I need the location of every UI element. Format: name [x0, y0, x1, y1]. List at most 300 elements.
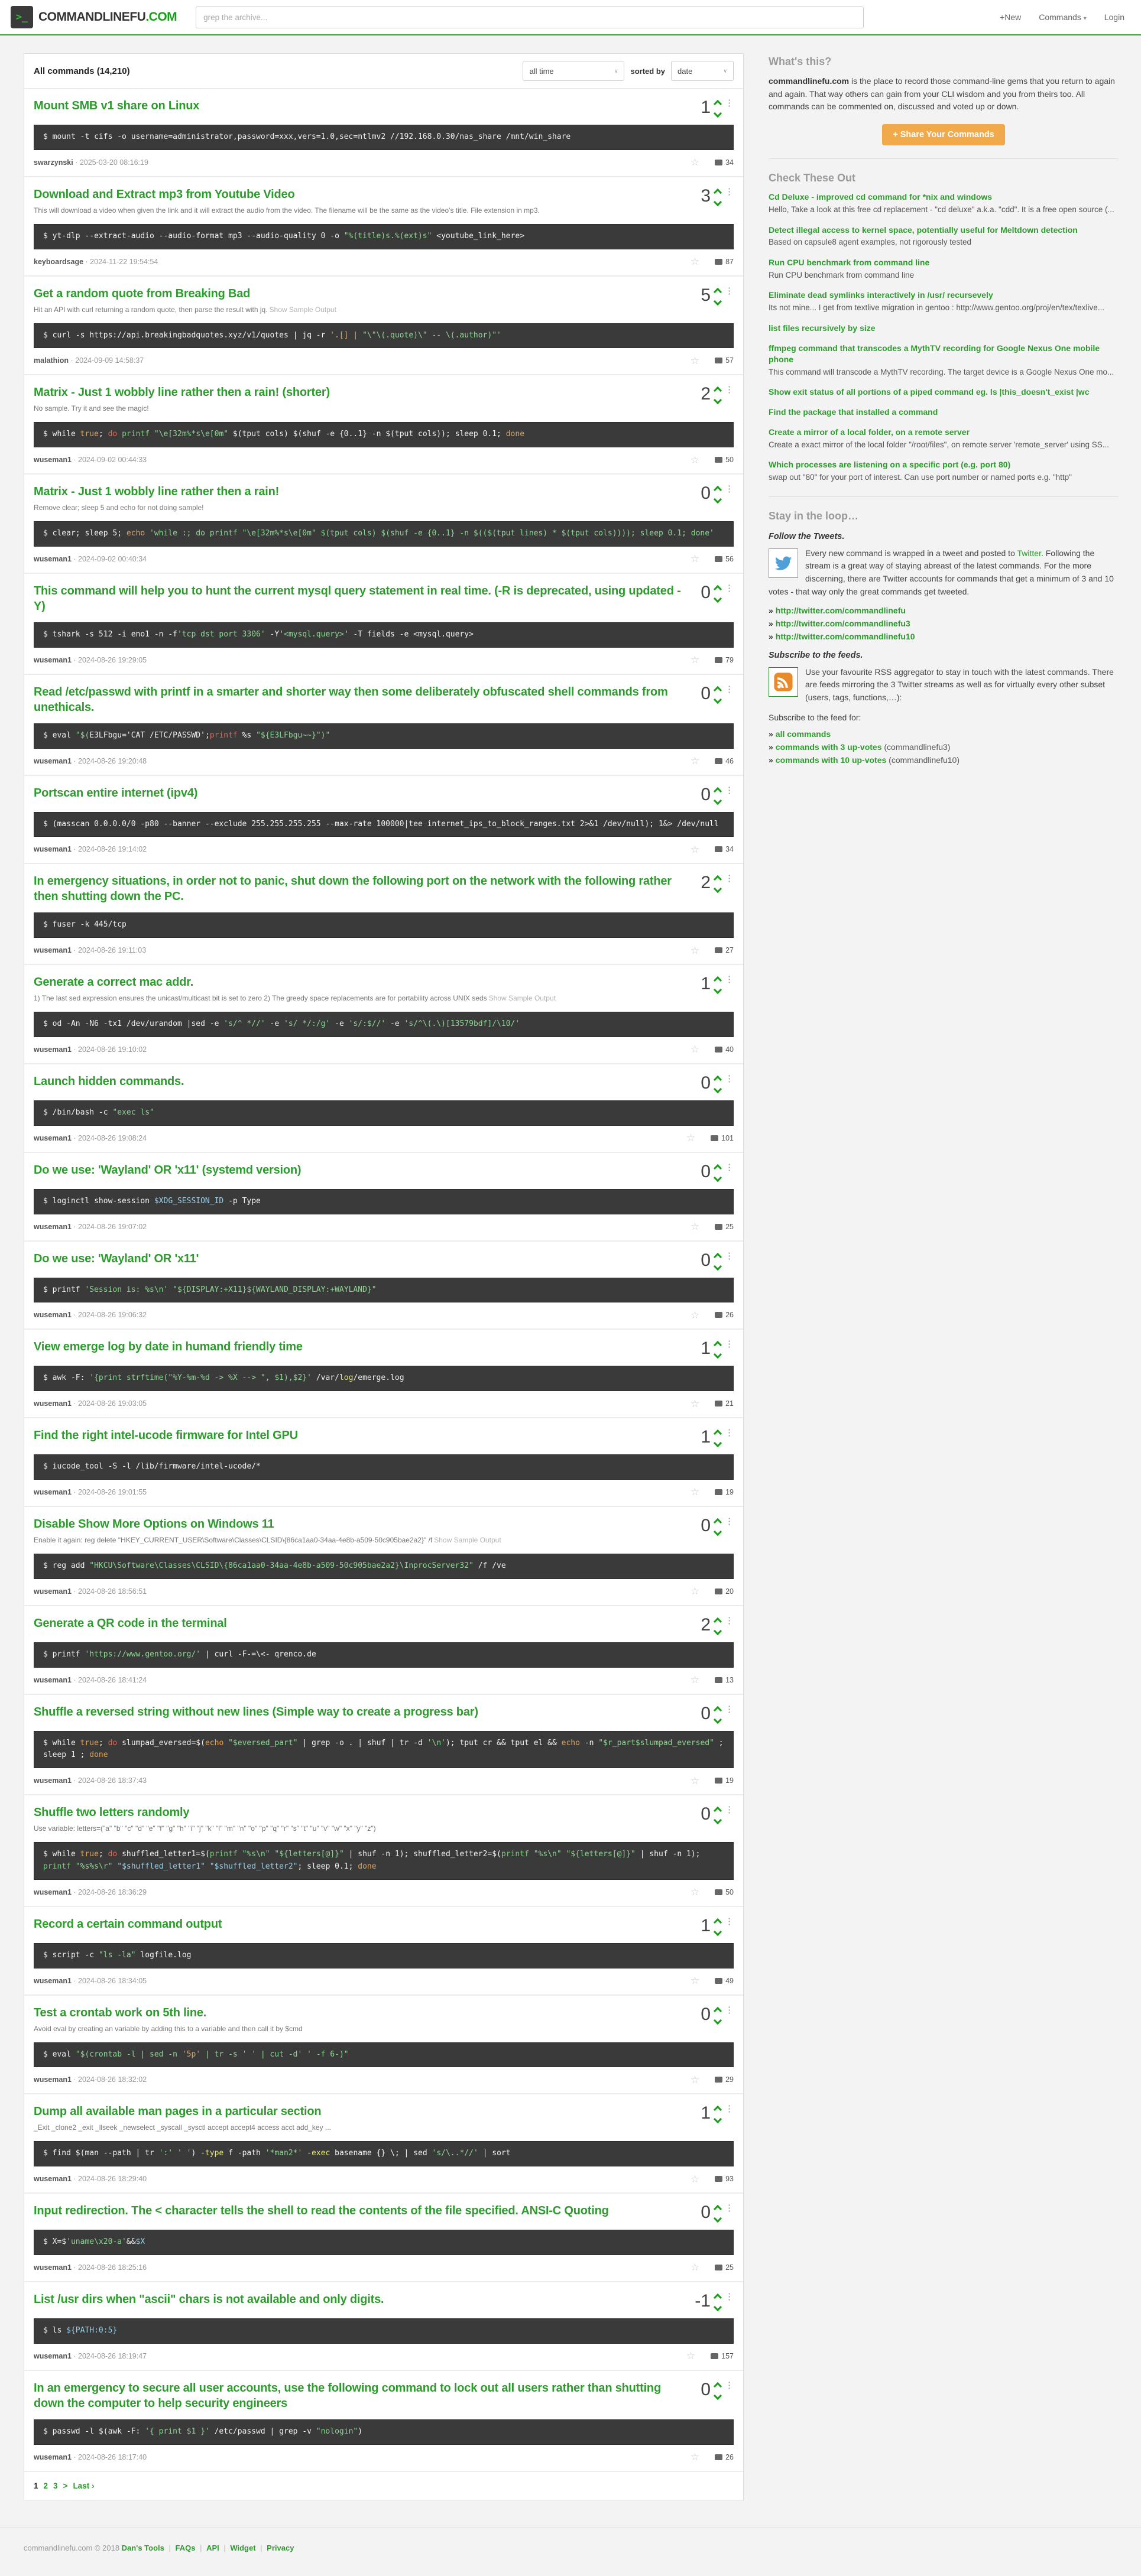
rss-feed-link[interactable]: commands with 3 up-votes [775, 742, 882, 752]
favorite-star-icon[interactable]: ☆ [690, 157, 700, 168]
entry-meta [34, 1675, 734, 1685]
entry-title-link[interactable]: This command will help you to hunt the current mysql query statement in real time. (-R is deprecated, using updated -Y) [34, 584, 681, 613]
command-box[interactable] [34, 1554, 734, 1579]
entry-menu-icon[interactable]: ⋮ [725, 684, 734, 694]
entry-author-link[interactable]: wuseman1 [34, 946, 72, 955]
footer-link[interactable]: Dan's Tools [121, 2543, 164, 2552]
comments-link[interactable] [715, 757, 734, 765]
twitter-blurb: Every new command is wrapped in a tweet and posted to Twitter. Following the stream is a great way of staying abreast of the latest commands. For the more discerning, there are Twitter accounts for commands that get a minimum of 3 and 10 votes - that way only the great commands get tweeted. [769, 548, 1114, 596]
favorite-star-icon[interactable]: ☆ [690, 256, 700, 268]
comments-link[interactable] [715, 2453, 734, 2461]
pagination-link[interactable]: 3 [53, 2481, 58, 2490]
command-entry [24, 1240, 743, 1329]
entry-description [34, 205, 690, 216]
upvote-button[interactable] [714, 787, 722, 795]
entry-date: · 2024-08-26 18:41:24 [71, 1675, 147, 1684]
entry-menu-icon[interactable]: ⋮ [725, 2291, 734, 2302]
footer-link[interactable]: FAQs [175, 2543, 196, 2552]
downvote-button[interactable] [714, 1174, 722, 1182]
upvote-button[interactable] [714, 976, 722, 985]
upvote-button[interactable] [714, 1164, 722, 1172]
vote-count: 5 [701, 285, 711, 305]
comments-link[interactable] [715, 1676, 734, 1684]
show-sample-output-link[interactable]: Show Sample Output [488, 994, 556, 1003]
check-item-link[interactable]: Detect illegal access to kernel space, potentially useful for Meltdown detection [769, 225, 1078, 235]
comments-link[interactable] [715, 1888, 734, 1896]
upvote-button[interactable] [714, 1807, 722, 1815]
entry-menu-icon[interactable]: ⋮ [725, 484, 734, 495]
favorite-star-icon[interactable]: ☆ [690, 355, 700, 366]
downvote-button[interactable] [714, 2392, 722, 2400]
entry-title-link[interactable]: Generate a correct mac addr. [34, 976, 194, 989]
favorite-star-icon[interactable]: ☆ [690, 1309, 700, 1321]
entry-title-link[interactable]: Generate a QR code in the terminal [34, 1616, 227, 1630]
entry-menu-icon[interactable]: ⋮ [725, 873, 734, 884]
command-box[interactable] [34, 723, 734, 749]
entry-title-link[interactable]: Read /etc/passwd with printf in a smarter and shorter way then some deliberately obfuscated shell commands from unethicals. [34, 685, 668, 714]
entry-meta [34, 2351, 734, 2361]
favorite-star-icon[interactable]: ☆ [690, 2262, 700, 2273]
comments-link[interactable] [715, 2175, 734, 2183]
favorite-star-icon[interactable]: ☆ [690, 2451, 700, 2463]
entry-menu-icon[interactable]: ⋮ [725, 1916, 734, 1927]
favorite-star-icon[interactable]: ☆ [690, 1586, 700, 1597]
check-item-link[interactable]: list files recursively by size [769, 323, 876, 333]
downvote-button[interactable] [714, 2214, 722, 2223]
entry-author-link[interactable]: swarzynski [34, 158, 73, 167]
comments-link[interactable] [715, 1311, 734, 1319]
downvote-button[interactable] [714, 797, 722, 805]
comments-link[interactable] [715, 1977, 734, 1985]
downvote-button[interactable] [714, 1715, 722, 1723]
check-item-desc: Its not mine... I get from textlive migration in gentoo : http://www.gentoo.org/proj/en/tex/texlive... [769, 303, 1105, 313]
entry-title-link[interactable]: View emerge log by date in humand friendly time [34, 1340, 303, 1354]
entry-menu-icon[interactable]: ⋮ [725, 1339, 734, 1350]
vote-box [701, 2203, 734, 2221]
entry-menu-icon[interactable]: ⋮ [725, 1516, 734, 1526]
command-code: $ curl -s https://api.breakingbadquotes.xyz/v1/quotes | jq -r '.[] | "\"\(.quote)\" -- \(.author)"' [43, 330, 501, 340]
entry-author-link[interactable]: wuseman1 [34, 1311, 72, 1320]
favorite-star-icon[interactable]: ☆ [690, 1975, 700, 1987]
entry-author-link[interactable]: wuseman1 [34, 756, 72, 765]
downvote-button[interactable] [714, 1528, 722, 1536]
downvote-button[interactable] [714, 1627, 722, 1635]
upvote-button[interactable] [714, 1252, 722, 1261]
show-sample-output-link[interactable]: Show Sample Output [269, 305, 336, 314]
entry-author-link[interactable]: keyboardsage [34, 257, 84, 266]
entry-menu-icon[interactable]: ⋮ [725, 2104, 734, 2114]
entry-menu-icon[interactable]: ⋮ [725, 1615, 734, 1626]
entry-meta [34, 1133, 734, 1144]
entry-author-link[interactable]: wuseman1 [34, 1587, 72, 1596]
comment-bubble-icon [711, 2353, 718, 2359]
upvote-button[interactable] [714, 1617, 722, 1626]
comments-link[interactable] [715, 946, 734, 954]
favorite-star-icon[interactable]: ☆ [690, 1044, 700, 1055]
comments-link[interactable] [715, 158, 734, 167]
search-input[interactable] [196, 7, 864, 28]
footer-link[interactable]: Privacy [267, 2543, 294, 2552]
upvote-button[interactable] [714, 189, 722, 197]
downvote-button[interactable] [714, 2016, 722, 2024]
entry-title-link[interactable]: Matrix - Just 1 wobbly line rather then a rain! (shorter) [34, 386, 330, 399]
downvote-button[interactable] [714, 2303, 722, 2311]
twitter-feed-link[interactable]: http://twitter.com/commandlinefu10 [775, 631, 915, 641]
entry-meta [34, 454, 734, 465]
upvote-button[interactable] [714, 1706, 722, 1714]
downvote-button[interactable] [714, 1350, 722, 1359]
command-box[interactable] [34, 1189, 734, 1214]
entry-author-link[interactable]: wuseman1 [34, 2075, 72, 2084]
entry-title-link[interactable]: Matrix - Just 1 wobbly line rather then a rain! [34, 485, 280, 499]
comment-count: 49 [725, 1976, 734, 1985]
show-sample-output-link[interactable]: Show Sample Output [434, 1535, 501, 1544]
command-box[interactable] [34, 1642, 734, 1668]
comments-link[interactable] [715, 656, 734, 664]
comments-link[interactable] [715, 1399, 734, 1408]
vote-box [701, 1516, 734, 1545]
twitter-feed-link[interactable]: http://twitter.com/commandlinefu [775, 605, 906, 615]
pagination-link[interactable]: > [63, 2481, 68, 2490]
entry-date: · 2024-08-26 18:32:02 [71, 2075, 147, 2084]
entry-description-text: Hit an API with curl returning a random quote, then parse the result with jq. [34, 305, 268, 314]
entry-author-link[interactable]: wuseman1 [34, 1888, 72, 1896]
sort-select[interactable] [671, 61, 734, 81]
entry-title-link[interactable]: In emergency situations, in order not to panic, shut down the following port on the network with the following rather then shutting down the PC. [34, 875, 672, 904]
entry-menu-icon[interactable]: ⋮ [725, 1073, 734, 1084]
command-box[interactable] [34, 125, 734, 150]
favorite-star-icon[interactable]: ☆ [690, 1775, 700, 1786]
entry-author-link[interactable]: wuseman1 [34, 1776, 72, 1785]
check-item-desc: Based on capsule8 agent examples, not rigorously tested [769, 238, 971, 247]
comments-link[interactable] [715, 845, 734, 853]
twitter-feed-link[interactable]: http://twitter.com/commandlinefu3 [775, 618, 910, 628]
command-box[interactable] [34, 1366, 734, 1391]
entry-title-link[interactable]: Record a certain command output [34, 1917, 222, 1931]
vote-box [701, 2380, 734, 2411]
entry-menu-icon[interactable]: ⋮ [725, 186, 734, 197]
entry-author-link[interactable]: wuseman1 [34, 1399, 72, 1408]
comment-count: 19 [725, 1487, 734, 1496]
entry-menu-icon[interactable]: ⋮ [725, 2005, 734, 2015]
entry-author-link[interactable]: wuseman1 [34, 1675, 72, 1684]
comments-link[interactable] [715, 258, 734, 266]
command-box[interactable] [34, 1278, 734, 1303]
comments-link[interactable] [715, 2263, 734, 2272]
entry-title-link[interactable]: Shuffle a reversed string without new lines (Simple way to create a progress bar) [34, 1705, 478, 1719]
favorite-star-icon[interactable]: ☆ [690, 1398, 700, 1409]
command-box[interactable] [34, 812, 734, 837]
vote-count: 0 [701, 1161, 711, 1181]
entry-author-link[interactable]: wuseman1 [34, 1133, 72, 1142]
entry-menu-icon[interactable]: ⋮ [725, 2380, 734, 2390]
command-box[interactable] [34, 422, 734, 447]
favorite-star-icon[interactable]: ☆ [690, 843, 700, 855]
entry-title-link[interactable]: Mount SMB v1 share on Linux [34, 99, 200, 112]
vote-box [701, 785, 734, 804]
upvote-button[interactable] [714, 2294, 722, 2302]
command-box[interactable] [34, 622, 734, 648]
entry-title-link[interactable]: Dump all available man pages in a particular section [34, 2105, 322, 2119]
command-box[interactable] [34, 912, 734, 938]
rss-feed-link[interactable]: commands with 10 up-votes [775, 755, 887, 765]
entry-title-link[interactable]: Launch hidden commands. [34, 1074, 184, 1088]
entry-description [34, 502, 690, 513]
brand-tld: .COM [145, 10, 177, 24]
comments-link[interactable] [715, 1587, 734, 1596]
entry-menu-icon[interactable]: ⋮ [725, 285, 734, 296]
check-item-link[interactable]: Show exit status of all portions of a piped command eg. ls |this_doesn't_exist |wc [769, 387, 1090, 397]
vote-box [701, 1616, 734, 1634]
entry-title-link[interactable]: Do we use: 'Wayland' OR 'x11' [34, 1252, 199, 1265]
vote-box [701, 873, 734, 904]
comments-link[interactable] [711, 1134, 734, 1142]
upvote-button[interactable] [714, 1918, 722, 1927]
downvote-button[interactable] [714, 986, 722, 994]
upvote-button[interactable] [714, 686, 722, 694]
command-entry [24, 1906, 743, 1994]
entry-menu-icon[interactable]: ⋮ [725, 385, 734, 395]
command-box[interactable] [34, 224, 734, 249]
upvote-button[interactable] [714, 100, 722, 108]
downvote-button[interactable] [714, 396, 722, 404]
nav-new-link[interactable]: +New [1000, 12, 1022, 22]
entry-title-link[interactable]: Find the right intel-ucode firmware for Intel GPU [34, 1429, 298, 1443]
command-list [24, 89, 743, 2471]
entry-date: · 2024-08-26 19:29:05 [71, 655, 147, 664]
vote-box [701, 187, 734, 216]
twitter-link[interactable]: Twitter [1017, 548, 1041, 558]
entry-title-link[interactable]: Download and Extract mp3 from Youtube Video [34, 187, 295, 201]
upvote-button[interactable] [714, 2106, 722, 2114]
entry-date: · 2024-08-26 19:14:02 [71, 845, 147, 854]
entry-author-link[interactable]: wuseman1 [34, 845, 72, 854]
entry-meta [34, 256, 734, 267]
entry-author-link[interactable]: malathion [34, 356, 69, 365]
check-item-link[interactable]: Which processes are listening on a specific port (e.g. port 80) [769, 460, 1011, 470]
vote-box [701, 1339, 734, 1357]
command-box[interactable] [34, 1100, 734, 1126]
comment-count: 25 [725, 1222, 734, 1231]
command-code: $ (masscan 0.0.0.0/0 -p80 --banner --exclude 255.255.255.255 --max-rate 100000|tee internet_ips_to_block_ranges.txt 2>&1 /dev/null); 1&> /dev/null [43, 819, 719, 829]
vote-box [701, 1704, 734, 1723]
upvote-button[interactable] [714, 486, 722, 494]
favorite-star-icon[interactable]: ☆ [690, 755, 700, 767]
favorite-star-icon[interactable]: ☆ [690, 654, 700, 666]
downvote-button[interactable] [714, 198, 722, 206]
favorite-star-icon[interactable]: ☆ [690, 1674, 700, 1686]
entry-author-link[interactable]: wuseman1 [34, 1222, 72, 1231]
entry-menu-icon[interactable]: ⋮ [725, 1805, 734, 1815]
entry-title-link[interactable]: Disable Show More Options on Windows 11 [34, 1517, 274, 1531]
entry-title-link[interactable]: In an emergency to secure all user accounts, use the following command to lock out all users rather than shutting down the computer to help security engineers [34, 2381, 661, 2410]
comments-link[interactable] [715, 555, 734, 563]
favorite-star-icon[interactable]: ☆ [690, 2074, 700, 2086]
entry-title-link[interactable]: Get a random quote from Breaking Bad [34, 287, 251, 300]
comments-link[interactable] [715, 456, 734, 464]
check-these-out-item [769, 459, 1119, 483]
vote-box [701, 98, 734, 116]
entry-title-link[interactable]: Test a crontab work on 5th line. [34, 2006, 207, 2019]
check-these-out-item [769, 225, 1119, 248]
entry-menu-icon[interactable]: ⋮ [725, 583, 734, 593]
command-box[interactable] [34, 1731, 734, 1769]
footer-link[interactable]: API [206, 2543, 219, 2552]
check-item-link[interactable]: Eliminate dead symlinks interactively in /usr/ recursevely [769, 290, 993, 300]
entry-title-link[interactable]: Portscan entire internet (ipv4) [34, 786, 198, 800]
upvote-button[interactable] [714, 1341, 722, 1349]
check-item-link[interactable]: Find the package that installed a command [769, 407, 938, 417]
entry-author-link[interactable]: wuseman1 [34, 2452, 72, 2461]
upvote-button[interactable] [714, 875, 722, 883]
downvote-button[interactable] [714, 2115, 722, 2123]
vote-box [701, 2005, 734, 2034]
command-box[interactable] [34, 2042, 734, 2068]
vote-count: 0 [701, 1804, 711, 1824]
check-item-desc: This command will transcode a MythTV recording. The target device is a Google Nexus One mo... [769, 367, 1114, 376]
favorite-star-icon[interactable]: ☆ [690, 454, 700, 466]
vote-count: 1 [701, 1339, 711, 1359]
entry-author-link[interactable]: wuseman1 [34, 1487, 72, 1496]
command-box[interactable] [34, 2141, 734, 2166]
command-box[interactable] [34, 2419, 734, 2445]
comments-link[interactable] [711, 2352, 734, 2360]
downvote-button[interactable] [714, 885, 722, 893]
entry-title-link[interactable]: Do we use: 'Wayland' OR 'x11' (systemd version) [34, 1163, 302, 1177]
upvote-button[interactable] [714, 288, 722, 296]
vote-count: 0 [701, 1250, 711, 1270]
favorite-star-icon[interactable]: ☆ [690, 944, 700, 956]
entry-author-link[interactable]: wuseman1 [34, 456, 72, 464]
site-logo[interactable] [11, 6, 177, 28]
upvote-button[interactable] [714, 2006, 722, 2015]
entry-menu-icon[interactable]: ⋮ [725, 2203, 734, 2214]
entry-author-link[interactable]: wuseman1 [34, 1976, 72, 1985]
favorite-star-icon[interactable]: ☆ [690, 1221, 700, 1233]
entry-author-link[interactable]: wuseman1 [34, 2351, 72, 2360]
command-box[interactable] [34, 1943, 734, 1968]
comments-link[interactable] [715, 1045, 734, 1054]
nav-commands-link[interactable]: Commands ▾ [1039, 12, 1087, 22]
entry-menu-icon[interactable]: ⋮ [725, 1428, 734, 1438]
favorite-star-icon[interactable]: ☆ [690, 1886, 700, 1898]
comment-count: 27 [725, 946, 734, 955]
pagination-link[interactable]: Last › [73, 2481, 95, 2490]
entry-author-link[interactable]: wuseman1 [34, 655, 72, 664]
comment-count: 20 [725, 1587, 734, 1596]
entry-menu-icon[interactable]: ⋮ [725, 1250, 734, 1261]
favorite-star-icon[interactable]: ☆ [690, 1486, 700, 1498]
entry-author-link[interactable]: wuseman1 [34, 2263, 72, 2272]
comments-link[interactable] [715, 1488, 734, 1496]
command-code: $ script -c "ls -la" logfile.log [43, 1950, 192, 1960]
entry-menu-icon[interactable]: ⋮ [725, 1704, 734, 1714]
favorite-star-icon[interactable]: ☆ [690, 553, 700, 565]
check-item-desc: swap out "80" for your port of interest. Can use port number or named ports e.g. "http" [769, 473, 1072, 482]
pagination-link[interactable]: 2 [43, 2481, 48, 2490]
entry-title-link[interactable]: Shuffle two letters randomly [34, 1806, 190, 1820]
entry-title-link[interactable]: List /usr dirs when "ascii" chars is not available and only digits. [34, 2292, 384, 2306]
upvote-button[interactable] [714, 1430, 722, 1438]
favorite-star-icon[interactable]: ☆ [686, 1132, 696, 1144]
upvote-button[interactable] [714, 386, 722, 395]
downvote-button[interactable] [714, 109, 722, 118]
share-your-commands-button[interactable]: + Share Your Commands [882, 124, 1005, 145]
command-box[interactable] [34, 1842, 734, 1880]
comment-count: 87 [725, 257, 734, 266]
favorite-star-icon[interactable]: ☆ [686, 2350, 696, 2362]
check-item-link[interactable]: Cd Deluxe - improved cd command for *nix and windows [769, 192, 993, 202]
comment-count: 34 [725, 845, 734, 854]
nav-login-link[interactable]: Login [1104, 12, 1124, 22]
entry-author-link[interactable]: wuseman1 [34, 2175, 72, 2184]
downvote-button[interactable] [714, 297, 722, 306]
command-code: $ mount -t cifs -o username=administrator,password=xxx,vers=1.0,sec=ntlmv2 //192.168.0.30/nas_share /mnt/win_share [43, 132, 571, 141]
check-item-link[interactable]: ffmpeg command that transcodes a MythTV recording for Google Nexus One mobile phone [769, 343, 1100, 364]
downvote-button[interactable] [714, 495, 722, 503]
entry-menu-icon[interactable]: ⋮ [725, 1162, 734, 1172]
entry-menu-icon[interactable]: ⋮ [725, 98, 734, 108]
entry-menu-icon[interactable]: ⋮ [725, 974, 734, 985]
vote-count: 0 [701, 2004, 711, 2024]
comments-link[interactable] [715, 1776, 734, 1785]
entry-author-link[interactable]: wuseman1 [34, 554, 72, 563]
downvote-button[interactable] [714, 1262, 722, 1270]
comment-bubble-icon [715, 160, 722, 165]
entry-title-link[interactable]: Input redirection. The < character tells the shell to read the contents of the file specified. ANSI-C Quoting [34, 2204, 609, 2218]
comments-link[interactable] [715, 356, 734, 365]
entry-date: · 2024-08-26 19:07:02 [71, 1222, 147, 1231]
command-box[interactable] [34, 323, 734, 349]
comments-link[interactable] [715, 1223, 734, 1231]
entry-date: · 2024-11-22 19:54:54 [83, 257, 158, 266]
downvote-button[interactable] [714, 1816, 722, 1824]
downvote-button[interactable] [714, 1439, 722, 1447]
vote-count: 0 [701, 1073, 711, 1093]
upvote-button[interactable] [714, 1518, 722, 1526]
check-item-link[interactable]: Create a mirror of a local folder, on a remote server [769, 427, 970, 437]
upvote-button[interactable] [714, 585, 722, 593]
footer-link[interactable]: Widget [230, 2543, 256, 2552]
downvote-button[interactable] [714, 696, 722, 704]
upvote-button[interactable] [714, 1076, 722, 1084]
time-filter-select[interactable] [523, 61, 624, 81]
upvote-button[interactable] [714, 2205, 722, 2213]
command-box[interactable] [34, 1454, 734, 1480]
entry-menu-icon[interactable]: ⋮ [725, 785, 734, 795]
rss-feed-link[interactable]: all commands [775, 729, 831, 739]
comments-link[interactable] [715, 2075, 734, 2084]
upvote-button[interactable] [714, 2382, 722, 2390]
favorite-star-icon[interactable]: ☆ [690, 2173, 700, 2185]
vote-box [701, 1074, 734, 1092]
entry-meta [34, 1887, 734, 1898]
comment-count: 50 [725, 1888, 734, 1896]
command-box[interactable] [34, 2230, 734, 2255]
downvote-button[interactable] [714, 595, 722, 603]
comment-bubble-icon [715, 556, 722, 562]
comment-bubble-icon [711, 1135, 718, 1141]
entry-meta [34, 1398, 734, 1409]
command-box[interactable] [34, 521, 734, 547]
entry-author-link[interactable]: wuseman1 [34, 1045, 72, 1054]
downvote-button[interactable] [714, 1085, 722, 1093]
command-box[interactable] [34, 2318, 734, 2344]
check-these-out-item [769, 323, 1119, 334]
downvote-button[interactable] [714, 1928, 722, 1936]
command-box[interactable] [34, 1012, 734, 1037]
check-item-link[interactable]: Run CPU benchmark from command line [769, 257, 930, 267]
